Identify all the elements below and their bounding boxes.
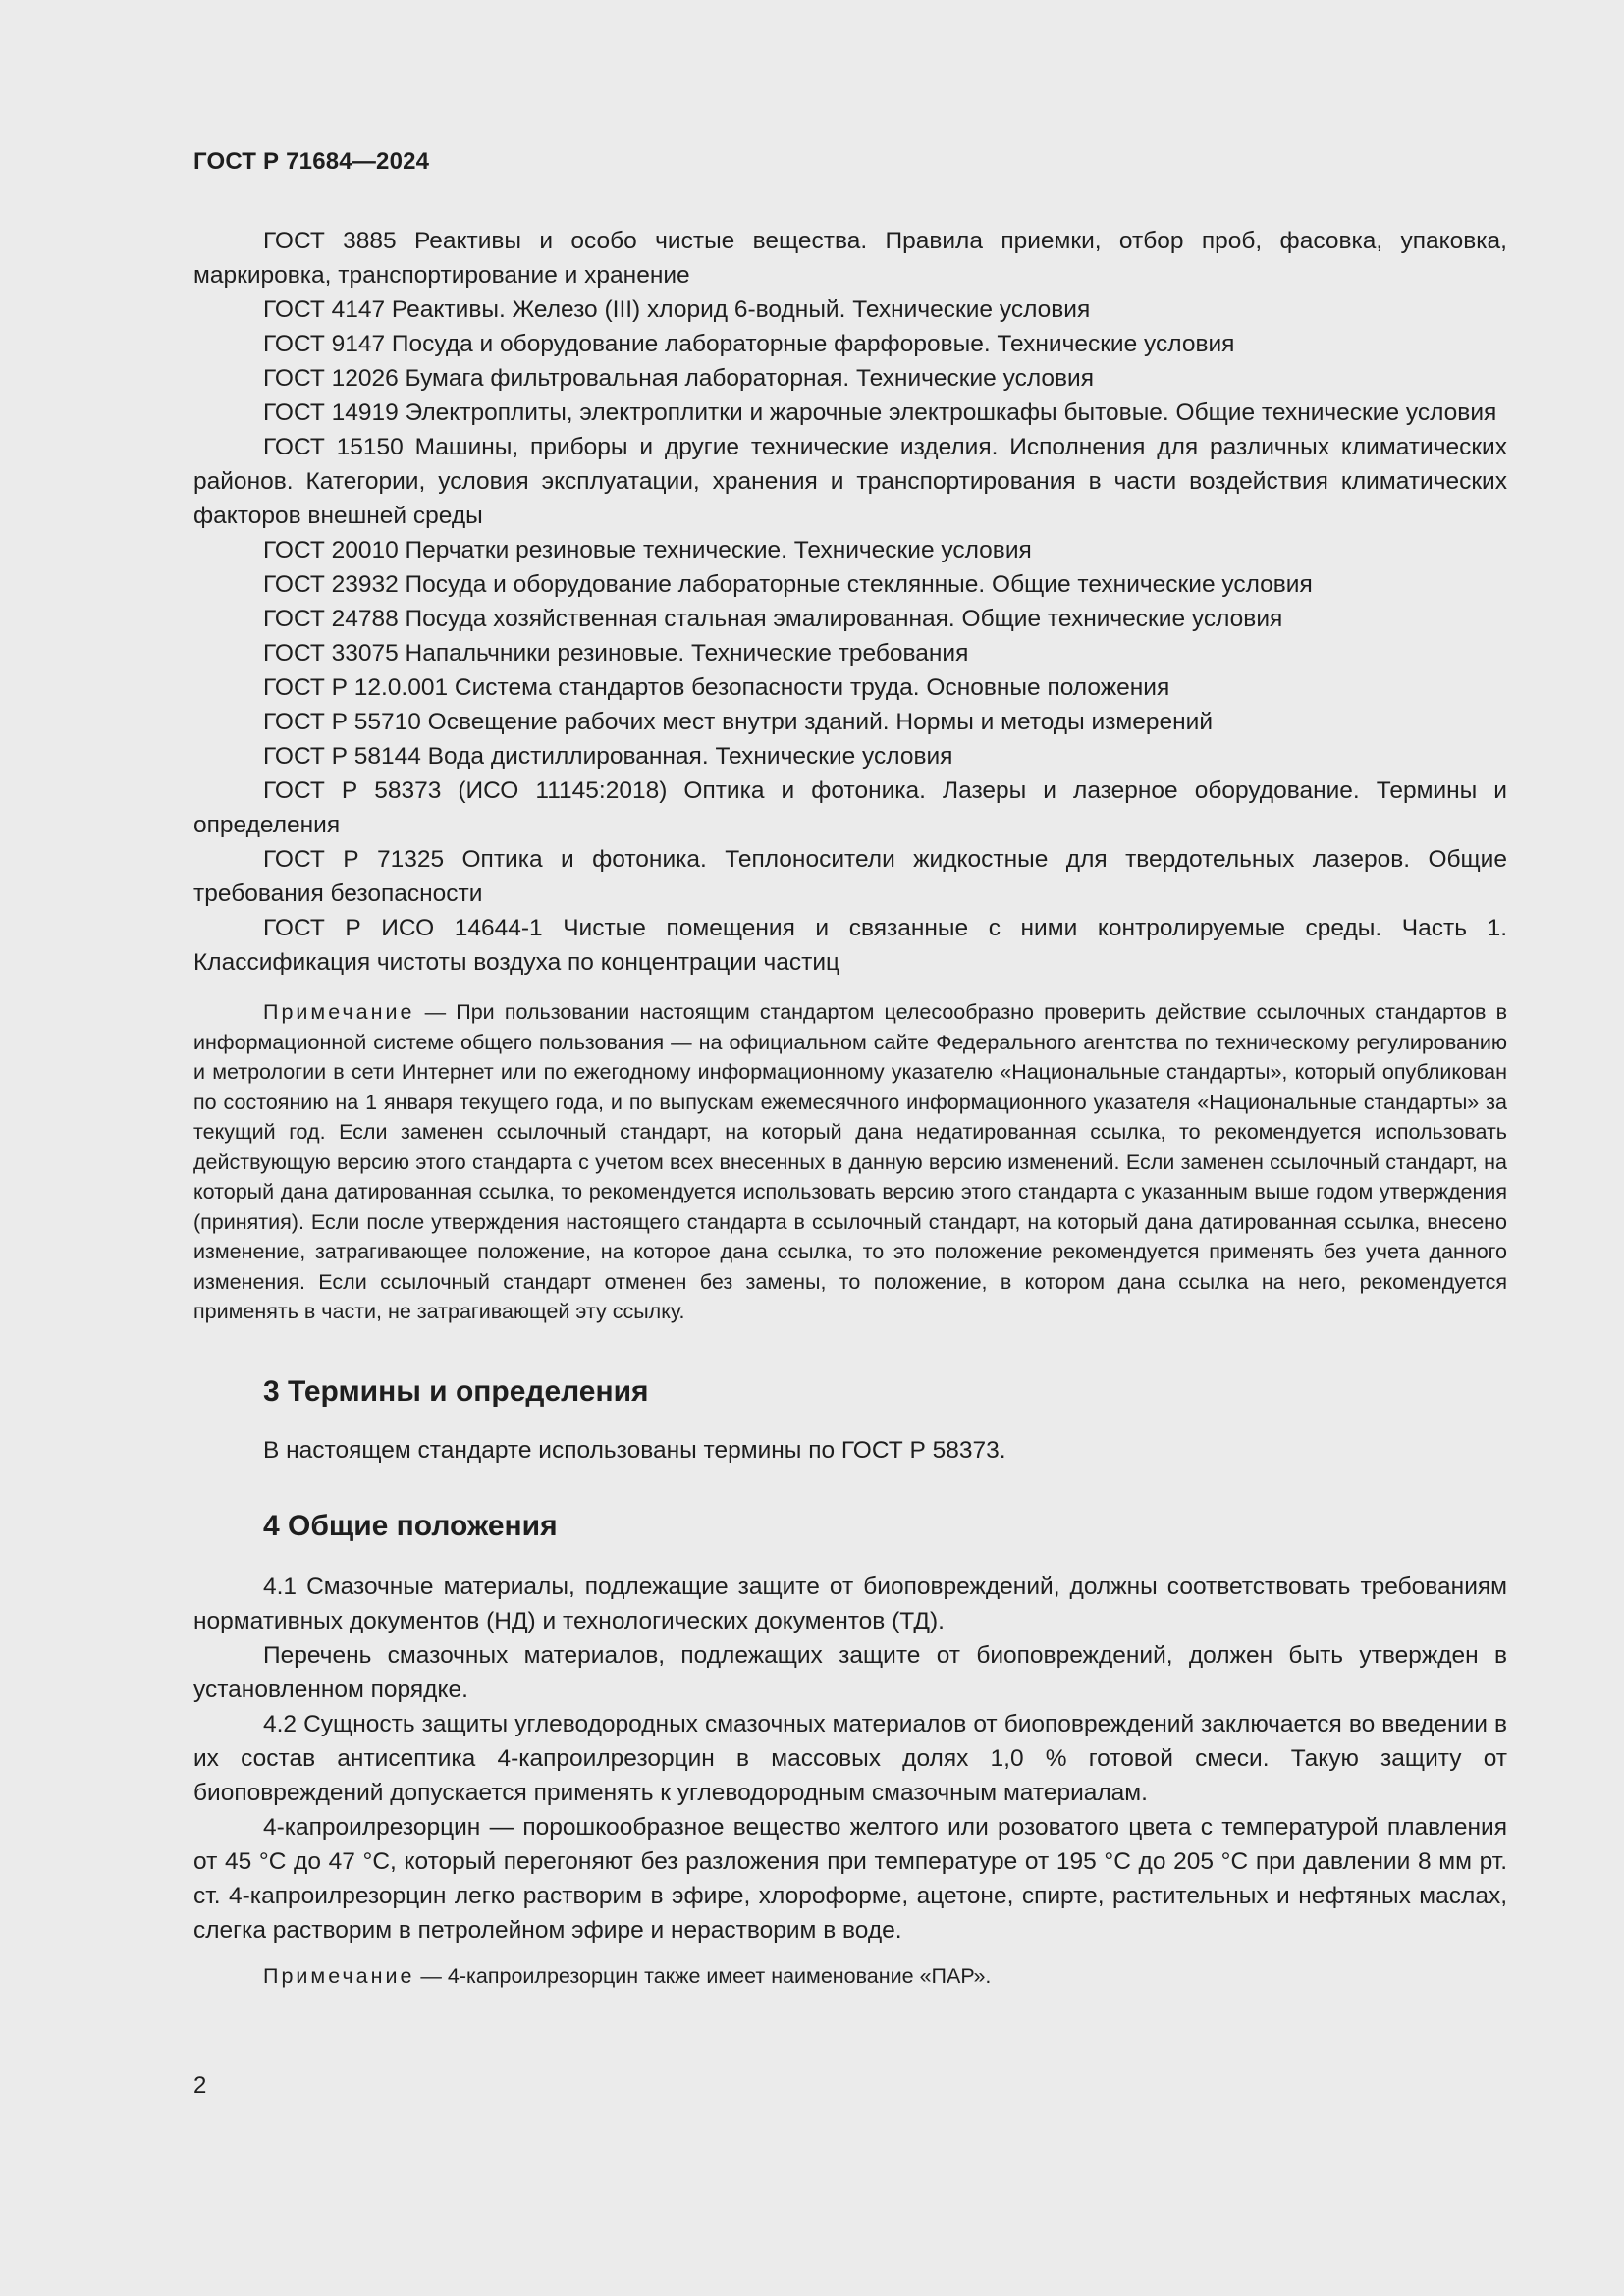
note-text: — При пользовании настоящим стандартом целесообразно проверить действие ссылочных стандартов в информационной системе общего пользования — на официальном сайте Федерального агентства по техническому регулированию и метрологии в сети Интернет или по ежегодному информационному указателю «Национальные стандарты», который опубликован по состоянию на 1 января текущего года, и по выпускам ежемесячного информационного указателя «Национальные стандарты» за текущий год. Если заменен ссылочный стандарт, на который дана недатированная ссылка, то рекомендуется использовать действующую версию этого стандарта с учетом всех внесенных в данную версию изменений. Если заменен ссылочный стандарт, на который дана датированная ссылка, то рекомендуется использовать версию этого стандарта с указанным выше годом утверждения (принятия). Если после утверждения настоящего стандарта в ссылочный стандарт, на который дана датированная ссылка, внесено изменение, затрагивающее положение, на которое дана ссылка, то это положение рекомендуется применять без учета данного изменения. Если ссылочный стандарт отменен без замены, то положение, в котором дана ссылка на него, рекомендуется применять в части, не затрагивающей эту ссылку. [193,1000,1507,1323]
reference-item: ГОСТ 12026 Бумага фильтровальная лабораторная. Технические условия [263,365,1095,392]
reference-item: ГОСТ 23932 Посуда и оборудование лабораторные стеклянные. Общие технические условия [263,571,1313,598]
reference-item: ГОСТ Р 12.0.001 Система стандартов безопасности труда. Основные положения [263,674,1170,701]
note-label: Примечание [263,1000,415,1024]
reference-item: ГОСТ Р ИСО 14644-1 Чистые помещения и связанные с ними контролируемые среды. Часть 1. Классификация чистоты воздуха по концентрации частиц [193,915,1507,976]
document-body [193,224,1507,1991]
reference-item: ГОСТ 33075 Напальчники резиновые. Технические требования [263,640,969,667]
normative-references-list [193,224,1507,980]
section-3-title: 3 Термины и определения [263,1374,649,1408]
note-par [193,1961,1507,1992]
reference-item: ГОСТ 9147 Посуда и оборудование лабораторные фарфоровые. Технические условия [263,331,1235,357]
section-3-text: В настоящем стандарте использованы термины по ГОСТ Р 58373. [263,1436,1006,1464]
section-4-title: 4 Общие положения [263,1509,558,1542]
page-number: 2 [193,2072,207,2099]
reference-item: ГОСТ 15150 Машины, приборы и другие технические изделия. Исполнения для различных климатических районов. Категории, условия эксплуатации, хранения и транспортирования в части воздействия климатических факторов внешней среды [193,434,1507,529]
document-header: ГОСТ Р 71684—2024 [193,148,430,175]
reference-item: ГОСТ 4147 Реактивы. Железо (III) хлорид 6-водный. Технические условия [263,296,1091,323]
reference-item: ГОСТ 3885 Реактивы и особо чистые вещества. Правила приемки, отбор проб, фасовка, упаковка, маркировка, транспортирование и хранение [193,228,1507,289]
section-4-paragraph: 4.2 Сущность защиты углеводородных смазочных материалов от биоповреждений заключается во введении в их состав антисептика 4-капроилрезорцин в массовых долях 1,0 % готовой смеси. Такую защиту от биоповреждений допускается применять к углеводородным смазочным материалам. [193,1710,1507,1806]
section-4-paragraph: 4-капроилрезорцин — порошкообразное вещество желтого или розоватого цвета с температурой плавления от 45 °С до 47 °С, который перегоняют без разложения при температуре от 195 °С до 205 °С при давлении 8 мм рт. ст. 4-капроилрезорцин легко растворим в эфире, хлороформе, ацетоне, спирте, растительных и нефтяных маслах, слегка растворим в петролейном эфире и нерастворим в воде. [193,1813,1507,1944]
section-4-paragraph: 4.1 Смазочные материалы, подлежащие защите от биоповреждений, должны соответствовать требованиям нормативных документов (НД) и технологических документов (ТД). [193,1573,1507,1634]
reference-item: ГОСТ 14919 Электроплиты, электроплитки и жарочные электрошкафы бытовые. Общие технические условия [263,400,1497,426]
note-references [193,997,1507,1327]
reference-item: ГОСТ Р 58373 (ИСО 11145:2018) Оптика и фотоника. Лазеры и лазерное оборудование. Термины и определения [193,777,1507,838]
reference-item: ГОСТ Р 55710 Освещение рабочих мест внутри зданий. Нормы и методы измерений [263,709,1214,735]
section-4-paragraph: Перечень смазочных материалов, подлежащих защите от биоповреждений, должен быть утвержден в установленном порядке. [193,1641,1507,1703]
reference-item: ГОСТ 24788 Посуда хозяйственная стальная эмалированная. Общие технические условия [263,606,1283,632]
reference-item: ГОСТ Р 71325 Оптика и фотоника. Теплоносители жидкостные для твердотельных лазеров. Общие требования безопасности [193,846,1507,907]
reference-item: ГОСТ 20010 Перчатки резиновые технические. Технические условия [263,537,1032,563]
reference-item: ГОСТ Р 58144 Вода дистиллированная. Технические условия [263,743,953,770]
note-label: Примечание [263,1963,415,1988]
note-text: — 4-капроилрезорцин также имеет наименование «ПАР». [414,1963,992,1988]
